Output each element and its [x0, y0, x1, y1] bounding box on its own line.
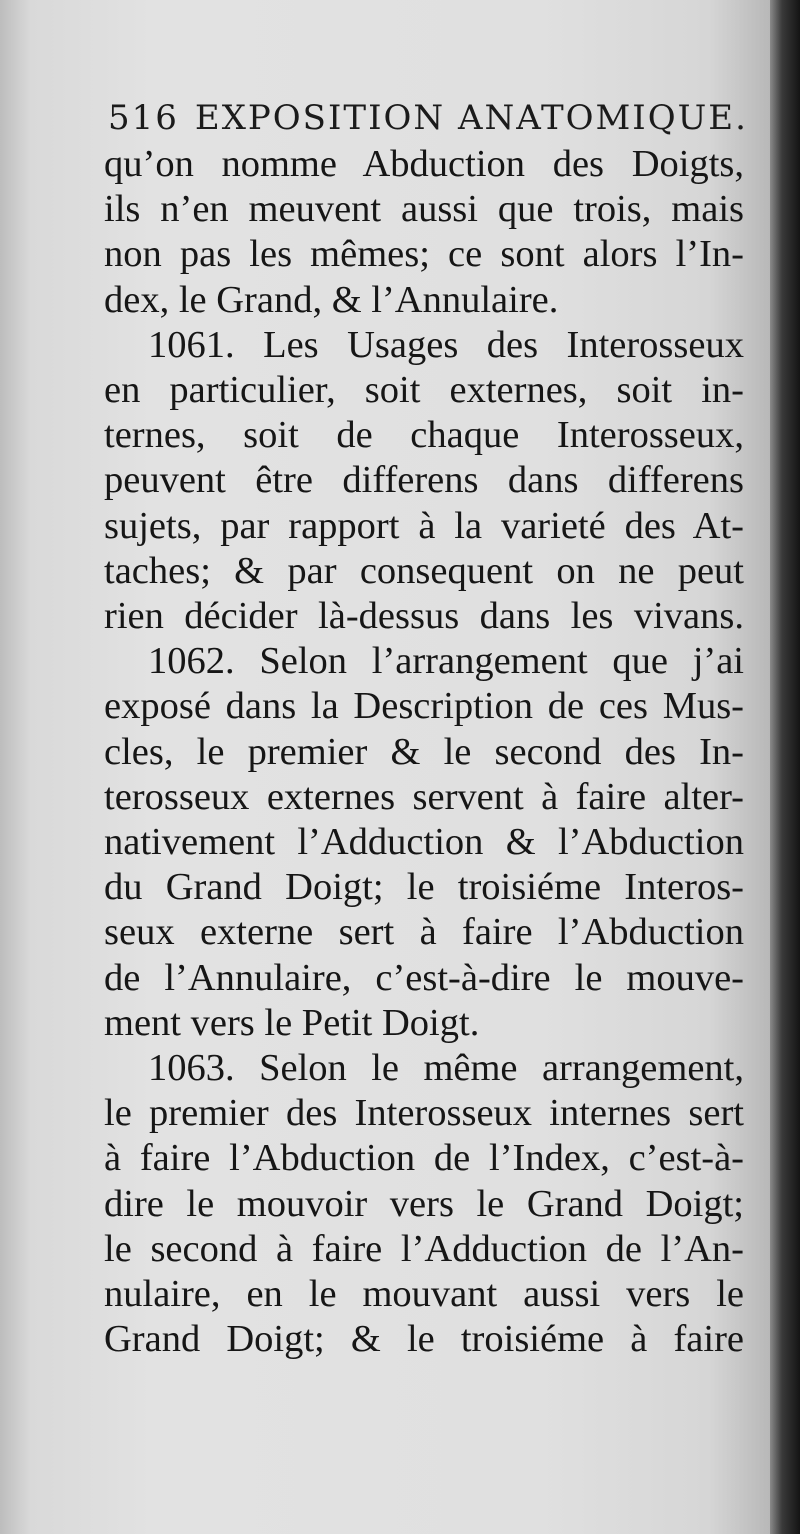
text-line: rien décider là-dessus dans les vivans. — [104, 595, 744, 638]
text-line: nulaire, en le mouvant aussi vers le — [104, 1273, 744, 1316]
running-title: EXPOSITION ANATOMIQUE. — [194, 98, 748, 138]
text-line: le second à faire l’Adduction de l’An- — [104, 1227, 744, 1270]
text-line: taches; & par consequent on ne peut — [104, 549, 744, 592]
text-line: ment vers le Petit Doigt. — [104, 1001, 480, 1044]
paragraph-1061-start: 1061. Les Usages des Interosseux — [148, 323, 744, 366]
text-line: sujets, par rapport à la varieté des At- — [104, 504, 744, 547]
text-line: en particulier, soit externes, soit in- — [104, 369, 744, 412]
text-line: dex, le Grand, & l’Annulaire. — [104, 278, 559, 321]
text-line: exposé dans la Description de ces Mus- — [104, 685, 744, 728]
text-line: du Grand Doigt; le troisiéme Interos- — [104, 866, 744, 909]
running-header — [108, 98, 748, 138]
text-line: dire le mouvoir vers le Grand Doigt; — [104, 1182, 744, 1225]
page-number: 516 — [108, 98, 179, 138]
text-line: Grand Doigt; & le troisiéme à faire — [104, 1318, 744, 1361]
text-line: cles, le premier & le second des In- — [104, 730, 744, 773]
text-line: le premier des Interosseux internes sert — [104, 1092, 744, 1135]
text-line: ils n’en meuvent aussi que trois, mais — [104, 188, 744, 231]
text-line: à faire l’Abduction de l’Index, c’est-à- — [104, 1137, 744, 1180]
text-line: terosseux externes servent à faire alter- — [104, 775, 744, 818]
text-line: de l’Annulaire, c’est-à-dire le mouve- — [104, 956, 744, 999]
page-gutter-shadow — [770, 0, 800, 1534]
text-line: peuvent être differens dans differens — [104, 459, 744, 502]
text-line: seux externe sert à faire l’Abduction — [104, 911, 744, 954]
text-line: qu’on nomme Abduction des Doigts, — [104, 143, 744, 185]
text-line: ternes, soit de chaque Interosseux, — [104, 414, 744, 457]
paragraph-1063-start: 1063. Selon le même arrangement, — [148, 1047, 744, 1090]
text-line: nativement l’Adduction & l’Abduction — [104, 821, 744, 864]
body-text — [104, 142, 744, 1362]
paragraph-1062-start: 1062. Selon l’arrangement que j’ai — [148, 640, 744, 683]
text-line: non pas les mêmes; ce sont alors l’In- — [104, 233, 744, 276]
